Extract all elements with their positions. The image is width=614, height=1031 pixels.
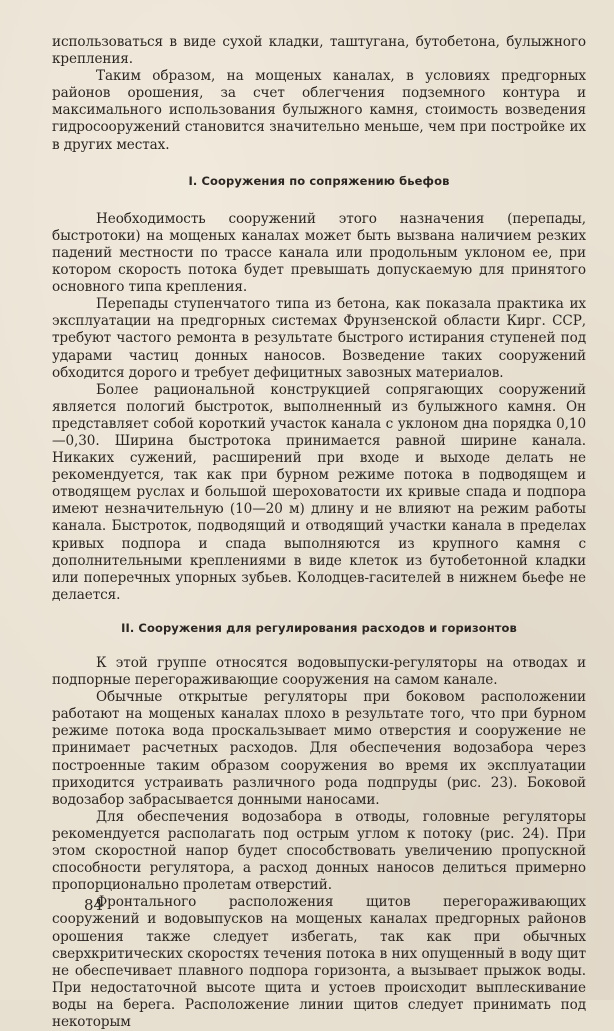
paragraph: использоваться в виде сухой кладки, таштугана, бутобетона, булыжного крепления. — [52, 34, 586, 68]
paragraph: Более рациональной конструкцией сопрягающих сооружений является пологий быстроток, выполненный из булыжного камня. Он представляет собой короткий участок канала с уклоном дна порядка 0,10—0,30. Ширина быстротока принимается равной ширине канала. Никаких сужений, расширений при входе и выходе делать не рекомендуется, так как при бурном режиме потока в подводящем и отводящем руслах и большой шероховатости их кривые спада и подпора имеют незначительную (10—20 м) длину и не влияют на режим работы канала. Быстроток, подводящий и отводящий участки канала в пределах кривых подпора и спада выполняются из крупного камня с дополнительными креплениями в виде клеток из бутобетонной кладки или поперечных упорных зубьев. Колодцев-гасителей в нижнем бьефе не делается. — [52, 381, 586, 603]
page-text — [52, 34, 586, 1031]
paragraph: Перепады ступенчатого типа из бетона, как показала практика их эксплуатации на предгорных системах Фрунзенской области Кирг. ССР, требуют частого ремонта в результате быстрого истирания ступеней под ударами частиц донных наносов. Возведение таких сооружений обходится дорого и требует дефицитных завозных материалов. — [52, 296, 586, 381]
paragraph: К этой группе относятся водовыпуски-регуляторы на отводах и подпорные перегораживающие сооружения на самом канале. — [52, 655, 586, 689]
paragraph: Для обеспечения водозабора в отводы, головные регуляторы рекомендуется располагать под острым углом к потоку (рис. 24). При этом скоростной напор будет способствовать увеличению пропускной способности регулятора, а расход донных наносов делиться примерно пропорционально пролетам отверстий. — [52, 808, 586, 894]
paragraph: Обычные открытые регуляторы при боковом расположении работают на мощеных каналах плохо в результате того, что при бурном режиме потока вода проскальзывает мимо отверстия и сооружение не принимает расчетных расходов. Для обеспечения водозабора через построенные таким образом сооружения во время их эксплуатации приходится устраивать различного рода подпруды (рис. 23). Боковой водозабор забрасывается донными наносами. — [52, 689, 586, 808]
paragraph: Фронтального расположения щитов перегораживающих сооружений и водовыпусков на мощеных каналах предгорных районов орошения также следует избегать, так как при обычных сверхкритических скоростях течения потока в них опущенный в воду щит не обеспечивает плавного подпора горизонта, а вызывает прыжок воды. При недостаточной высоте щита и устоев происходит выплескивание воды на берега. Расположение линии щитов следует принимать под некоторым — [52, 894, 586, 1030]
page-number: 84 — [84, 896, 104, 914]
section-heading-1: I. Сооружения по сопряжению бьефов — [188, 173, 450, 188]
paragraph: Таким образом, на мощеных каналах, в условиях предгорных районов орошения, за счет облегчения подземного контура и максимального использования булыжного камня, стоимость возведения гидросооружений становится значительно меньше, чем при постройке их в других местах. — [52, 68, 586, 153]
paragraph: Необходимость сооружений этого назначения (перепады, быстротоки) на мощеных каналах может быть вызвана наличием резких падений местности по трассе канала или продольным уклоном ее, при котором скорость потока будет превышать допускаемую для принятого основного типа крепления. — [52, 210, 586, 296]
section-heading-2: II. Сооружения для регулирования расходов и горизонтов — [121, 620, 517, 635]
